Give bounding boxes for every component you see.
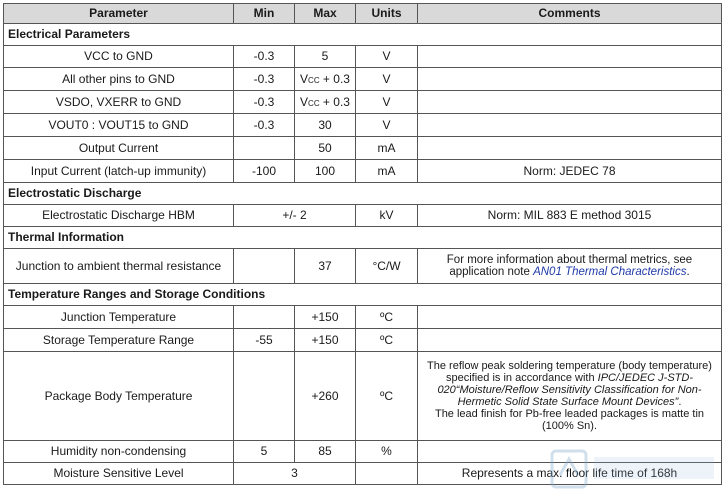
min-cell: -0.3 xyxy=(234,46,295,68)
units-cell: mA xyxy=(356,137,418,160)
header-max: Max xyxy=(295,4,356,24)
table-row xyxy=(4,249,722,284)
comment-text: The lead finish for Pb-free leaded packages is matte tin (100% Sn). xyxy=(434,408,705,432)
max-cell: +260 xyxy=(295,352,356,441)
max-cell: 37 xyxy=(295,249,356,284)
max-cell: +150 xyxy=(295,329,356,352)
table-row xyxy=(4,46,722,68)
param-cell: Storage Temperature Range xyxy=(4,329,234,352)
header-units: Units xyxy=(356,4,418,24)
section-temp: Temperature Ranges and Storage Conditions xyxy=(4,284,722,306)
units-cell: ºC xyxy=(356,352,418,441)
max-cell: 5 xyxy=(295,46,356,68)
max-cell: 100 xyxy=(295,160,356,183)
header-row xyxy=(4,4,722,24)
param-cell: VSDO, VXERR to GND xyxy=(4,91,234,114)
table-row xyxy=(4,68,722,91)
table-row xyxy=(4,205,722,227)
min-cell: 5 xyxy=(234,441,295,463)
param-cell: Junction Temperature xyxy=(4,306,234,329)
table-row xyxy=(4,306,722,329)
min-cell xyxy=(234,306,295,329)
comment-text: . xyxy=(686,266,690,278)
jedec-standard-text: IPC/JEDEC J-STD-020“Moisture/Reflow Sensitivity Classification for Non-Hermetic Solid State Surface Mount Devices” xyxy=(437,372,702,408)
section-row xyxy=(4,227,722,249)
param-cell: Humidity non-condensing xyxy=(4,441,234,463)
section-thermal: Thermal Information xyxy=(4,227,722,249)
comment-cell xyxy=(418,249,722,284)
units-cell: V xyxy=(356,68,418,91)
param-cell: Electrostatic Discharge HBM xyxy=(4,205,234,227)
min-cell: -100 xyxy=(234,160,295,183)
table-row xyxy=(4,329,722,352)
param-cell: Output Current xyxy=(4,137,234,160)
units-cell: °C/W xyxy=(356,249,418,284)
max-cell: 50 xyxy=(295,137,356,160)
comment-cell xyxy=(418,352,722,441)
minmax-cell: +/- 2 xyxy=(234,205,356,227)
units-cell: kV xyxy=(356,205,418,227)
min-cell xyxy=(234,137,295,160)
param-cell: Moisture Sensitive Level xyxy=(4,463,234,485)
section-row xyxy=(4,284,722,306)
comment-cell: Norm: MIL 883 E method 3015 xyxy=(418,205,722,227)
min-cell: -0.3 xyxy=(234,114,295,137)
header-min: Min xyxy=(234,4,295,24)
header-comments: Comments xyxy=(418,4,722,24)
comment-cell xyxy=(418,91,722,114)
comment-cell: Norm: JEDEC 78 xyxy=(418,160,722,183)
table-row xyxy=(4,160,722,183)
section-row xyxy=(4,24,722,46)
units-cell: ºC xyxy=(356,306,418,329)
table-row xyxy=(4,352,722,441)
section-row xyxy=(4,183,722,205)
section-electrical: Electrical Parameters xyxy=(4,24,722,46)
comment-cell xyxy=(418,114,722,137)
units-cell: % xyxy=(356,441,418,463)
table-row xyxy=(4,114,722,137)
units-cell: ºC xyxy=(356,329,418,352)
table-row xyxy=(4,137,722,160)
comment-text: The reflow peak soldering temperature (body temperature) specified is in accordance with xyxy=(427,360,712,384)
param-cell: Junction to ambient thermal resistance xyxy=(4,249,234,284)
comment-cell xyxy=(418,137,722,160)
comment-cell xyxy=(418,68,722,91)
table-row xyxy=(4,91,722,114)
param-cell: VOUT0 : VOUT15 to GND xyxy=(4,114,234,137)
max-cell: 30 xyxy=(295,114,356,137)
param-cell: Package Body Temperature xyxy=(4,352,234,441)
param-cell: Input Current (latch-up immunity) xyxy=(4,160,234,183)
min-cell: -0.3 xyxy=(234,68,295,91)
min-cell: -55 xyxy=(234,329,295,352)
comment-text: . xyxy=(678,396,682,408)
param-cell: VCC to GND xyxy=(4,46,234,68)
units-cell: V xyxy=(356,91,418,114)
minmax-cell: 3 xyxy=(234,463,356,485)
app-note-link[interactable]: AN01 Thermal Characteristics xyxy=(533,266,687,278)
max-cell: Vcc + 0.3 xyxy=(295,68,356,91)
max-cell: 85 xyxy=(295,441,356,463)
units-cell: V xyxy=(356,114,418,137)
param-cell: All other pins to GND xyxy=(4,68,234,91)
max-cell: Vcc + 0.3 xyxy=(295,91,356,114)
watermark-logo xyxy=(550,445,720,495)
min-cell xyxy=(234,249,295,284)
units-cell xyxy=(356,463,418,485)
absolute-max-ratings-table xyxy=(3,3,722,485)
comment-cell xyxy=(418,329,722,352)
units-cell: mA xyxy=(356,160,418,183)
comment-cell xyxy=(418,306,722,329)
max-cell: +150 xyxy=(295,306,356,329)
min-cell xyxy=(234,352,295,441)
comment-cell: Represents a max. floor life time of 168h xyxy=(418,463,722,485)
comment-cell xyxy=(418,46,722,68)
section-esd: Electrostatic Discharge xyxy=(4,183,722,205)
comment-text: For more information about thermal metrics, see application note xyxy=(446,253,693,278)
units-cell: V xyxy=(356,46,418,68)
header-parameter: Parameter xyxy=(4,4,234,24)
min-cell: -0.3 xyxy=(234,91,295,114)
